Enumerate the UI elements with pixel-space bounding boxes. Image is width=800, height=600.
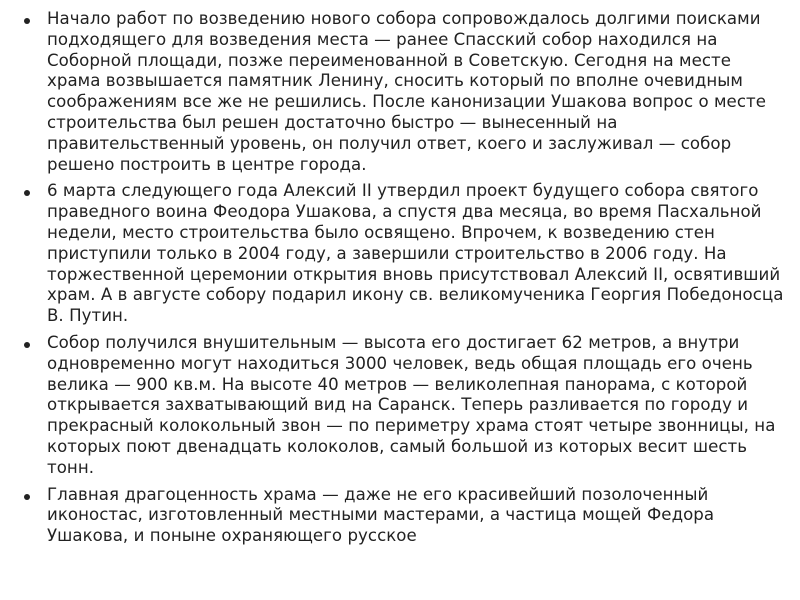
bullet-paragraph-4 [24,485,784,547]
bullet-paragraph-1 [24,9,784,175]
paragraph-text: Главная драгоценность храма — даже не его красивейший позолоченный иконостас, изготовленный местными мастерами, а частица мощей Федора Ушакова, и поныне охраняющего русское [47,484,715,546]
bullet-marker [24,342,30,348]
bullet-paragraph-3 [24,333,784,479]
paragraph-text: Собор получился внушительным — высота его достигает 62 метров, а внутри одновременно могут находиться 3000 человек, ведь общая площадь его очень велика — 900 кв.м. На высоте 40 метров — великолепная панорама, с которой открывается захватывающий вид на Саранск. Теперь разливается по городу и прекрасный колокольный звон — по периметру храма стоят четыре звонницы, на которых поют двенадцать колоколов, самый большой из которых весит шесть тонн. [47,332,776,477]
bullet-paragraph-2 [24,181,784,327]
bullet-marker [24,190,30,196]
bullet-list [24,9,784,553]
bullet-marker [24,494,30,500]
bullet-marker [24,18,30,24]
paragraph-text: Начало работ по возведению нового собора сопровождалось долгими поисками подходящего для возведения места — ранее Спасский собор находился на Соборной площади, позже переименованной в Советскую. Сегодня на месте храма возвышается памятник Ленину, сносить который по вполне очевидным соображениям все же не решились. После канонизации Ушакова вопрос о месте строительства был решен достаточно быстро — вынесенный на правительственный уровень, он получил ответ, коего и заслуживал — собор решено построить в центре города. [47,9,766,174]
paragraph-text: 6 марта следующего года Алексий II утвердил проект будущего собора святого праведного воина Феодора Ушакова, а спустя два месяца, во время Пасхальной недели, место строительства было освящено. Впрочем, к возведению стен приступили только в 2004 году, а завершили строительство в 2006 году. На торжественной церемонии открытия вновь присутствовал Алексий II, освятивший храм. А в августе собору подарил икону св. великомученика Георгия Победоносца В. Путин. [47,181,784,326]
